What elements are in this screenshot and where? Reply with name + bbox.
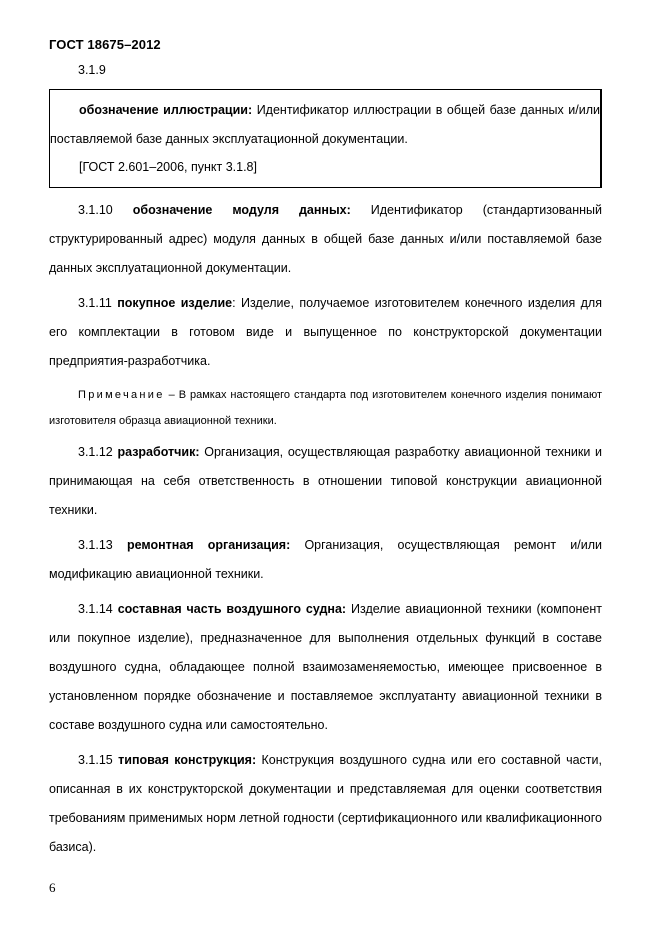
term-3-1-10: обозначение модуля данных: (132, 203, 351, 217)
definition-text-3-1-13: Организация, осуществляющая ремонт и/или модификацию авиационной техники. (49, 538, 602, 581)
document-body (49, 62, 602, 868)
definition-3-1-14 (49, 595, 602, 740)
item-number-3-1-10: 3.1.10 (78, 203, 133, 217)
reference-3-1-9: [ГОСТ 2.601–2006, пункт 3.1.8] (79, 160, 257, 174)
definition-text-3-1-15: Конструкция воздушного судна или его составной части, описанная в их конструкторской документации и представляемая для оценки соответствия требованиям применимых норм летной годности (сертификационного или квалификационного базиса). (49, 753, 602, 854)
definition-text-3-1-11: : Изделие, получаемое изготовителем конечного изделия для его комплектации в готовом виде и выпущенное по конструкторской документации предприятия-разработчика. (49, 296, 602, 368)
item-number-3-1-9: 3.1.9 (78, 63, 106, 77)
note-3-1-11 (49, 382, 602, 434)
term-3-1-9: обозначение иллюстрации: (79, 103, 253, 117)
term-3-1-12: разработчик: (117, 445, 200, 459)
definition-3-1-13 (49, 531, 602, 589)
item-number-3-1-13: 3.1.13 (78, 538, 127, 552)
term-3-1-11: покупное изделие (117, 296, 233, 310)
term-3-1-14: составная часть воздушного судна: (117, 602, 347, 616)
definition-3-1-9 (50, 96, 600, 154)
note-text: – В рамках настоящего стандарта под изготовителем конечного изделия понимают изготовителя образца авиационной техники. (49, 389, 602, 427)
item-number-3-1-15: 3.1.15 (78, 753, 119, 767)
definition-3-1-11 (49, 289, 602, 376)
definition-3-1-12 (49, 438, 602, 525)
definition-text-3-1-12: Организация, осуществляющая разработку авиационной техники и принимающая на себя ответственность в отношении типовой конструкции авиационной техники. (49, 445, 602, 517)
standard-header: ГОСТ 18675–2012 (49, 37, 161, 52)
definition-text-3-1-14: Изделие авиационной техники (компонент или покупное изделие), предназначенное для выполнения отдельных функций в составе воздушного судна, обладающее полной взаимозаменяемостью, имеющее присвоенное в установленном порядке обозначение и поставляемое эксплуатанту авиационной техники в составе воздушного судна или самостоятельно. (49, 602, 603, 732)
note-label: Примечание (78, 389, 165, 401)
page-number: 6 (49, 880, 56, 895)
definition-text-3-1-10: Идентификатор (стандартизованный структурированный адрес) модуля данных в общей базе данных и/или поставляемой базе данных эксплуатационной документации. (49, 203, 602, 275)
term-3-1-15: типовая конструкция: (118, 753, 257, 767)
definition-text-3-1-9: Идентификатор иллюстрации в общей базе данных и/или поставляемой базе данных эксплуатационной документации. (50, 103, 600, 146)
framed-definition-3-1-9 (49, 89, 602, 188)
item-number-3-1-12: 3.1.12 (78, 445, 118, 459)
item-number-3-1-14: 3.1.14 (78, 602, 118, 616)
item-number-3-1-11: 3.1.11 (78, 296, 118, 310)
definition-3-1-10 (49, 196, 602, 283)
definition-3-1-15 (49, 746, 602, 862)
term-3-1-13: ремонтная организация: (126, 538, 291, 552)
